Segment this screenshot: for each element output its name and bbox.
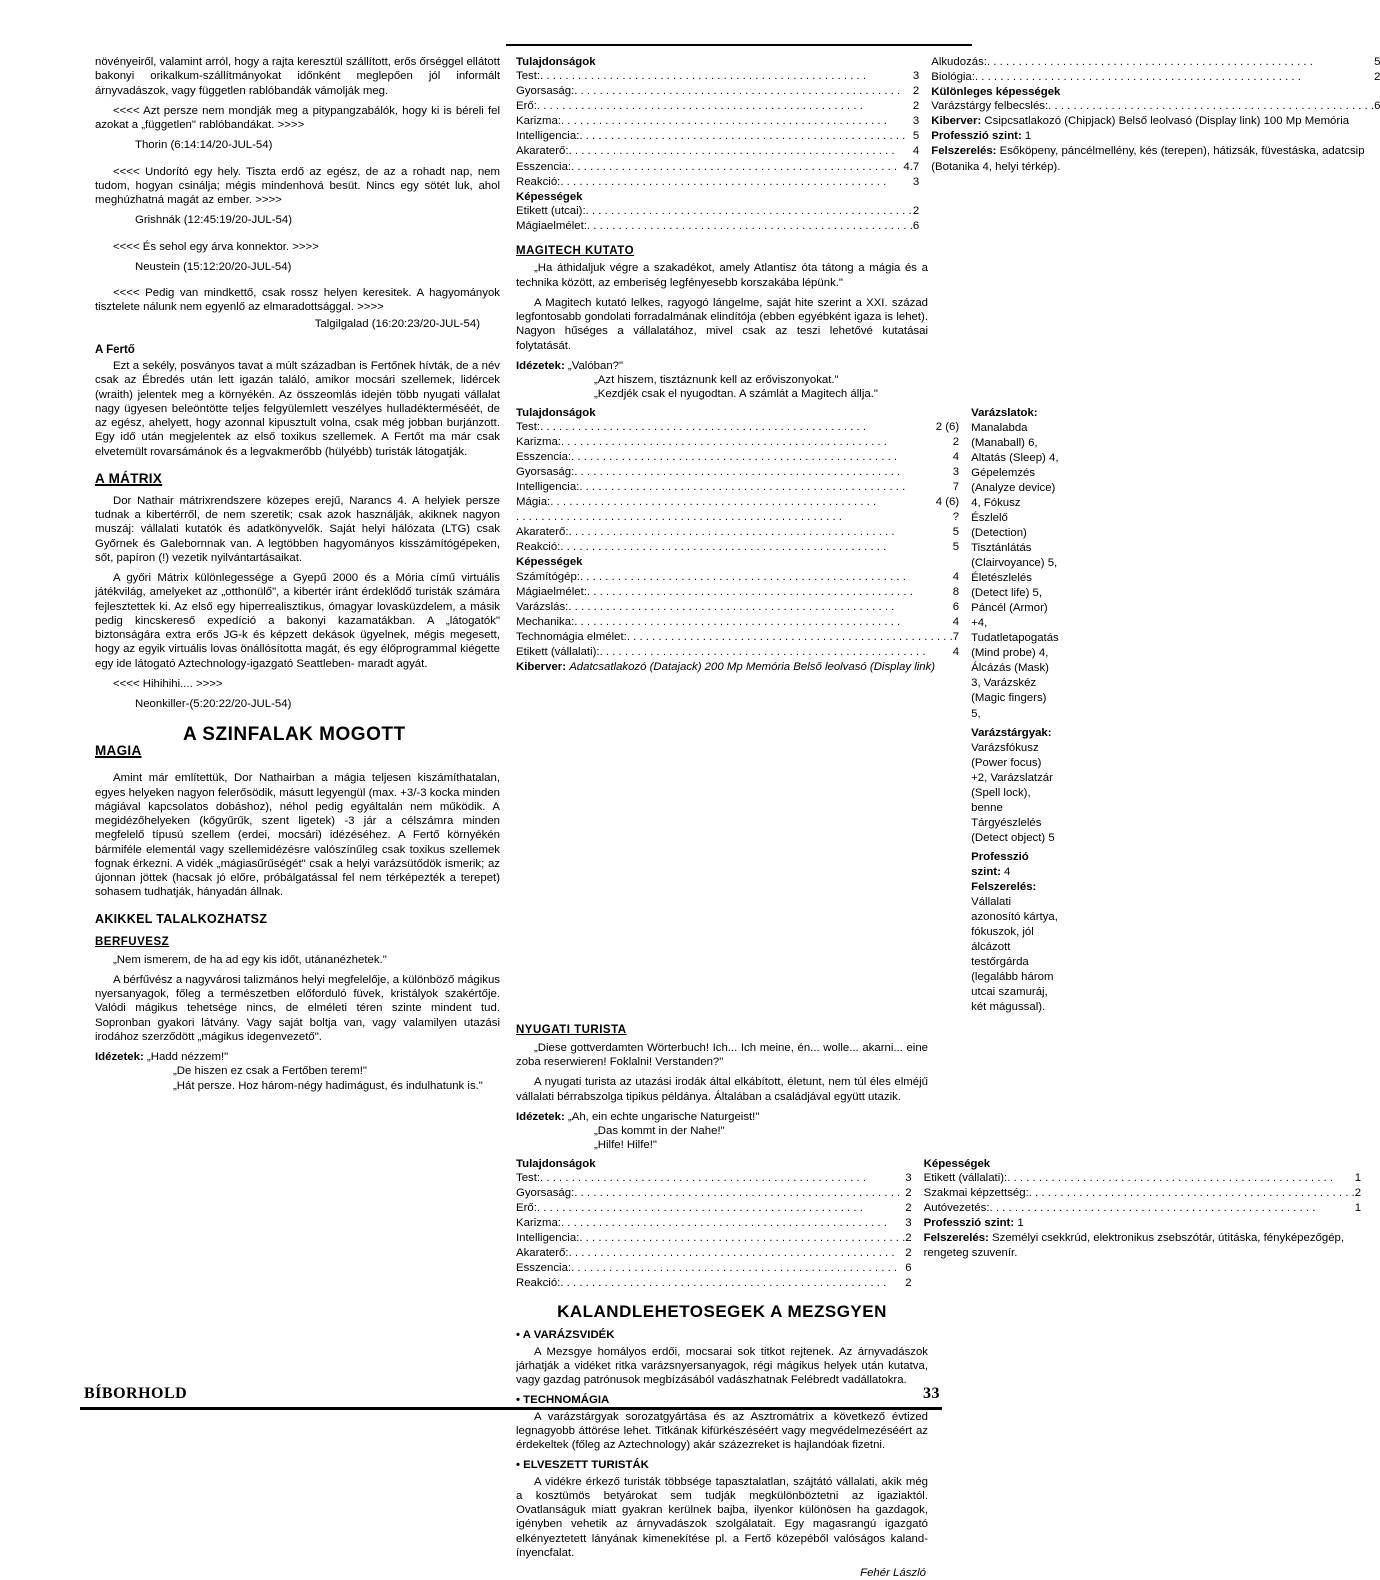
skills-list: [924, 1171, 1361, 1216]
stat-row: [516, 435, 959, 450]
stat-label: Varázslás:: [516, 600, 569, 613]
quote: „Ha áthidaljuk végre a szakadékot, amely Atlantisz óta tátong a mágia és a technika között, az emberiség legfényesebb korszakába lépünk.": [516, 262, 928, 289]
special-abilities-heading: Különleges képességek: [931, 86, 1061, 99]
stat-value: 7: [952, 481, 960, 494]
stat-value: ?: [952, 511, 960, 524]
stat-row: [516, 160, 919, 175]
forum-post: <<<< Azt persze nem mondják meg a pitypangzabálók, hogy ki is béreli fel azokat a „független" rablóbandákat. >>>>: [95, 104, 500, 131]
stat-value: 1: [1354, 1171, 1362, 1184]
attributes-heading: Tulajdonságok: [516, 56, 596, 68]
stat-row: [516, 570, 959, 585]
stat-value: 2: [905, 1186, 912, 1199]
skills-list: [516, 204, 919, 234]
stat-label: Mágiaelmélet:: [516, 585, 587, 598]
stat-label: Reakció:: [516, 541, 561, 554]
stat-label: Esszencia:: [516, 160, 572, 173]
npc-heading-magitech: MAGITECH KUTATO: [516, 244, 635, 257]
stat-row: [516, 525, 959, 540]
stat-value: 6: [905, 1262, 912, 1275]
stat-value: 5: [912, 130, 920, 143]
stat-row: [516, 144, 919, 159]
stat-label: Test:: [516, 70, 541, 83]
stat-label: Mechanika:: [516, 615, 575, 628]
title-row: [95, 723, 500, 765]
left-column: [95, 55, 500, 1093]
npc-stats-magitech: Tulajdonságok Test: . . . 2 (6) Karizma: . . . 2 Esszencia: . . . 4 Gyorsaság: . . . 3 Intelligencia: . . . 7 Mágia: . . . 4 (6) . . . ? Akaraterő: . . . 5 Reakció: . . . 5 Képességek Számítógép: . . . 4 Mágiaelmélet: . . . 8 Varázslás: . . . 6 Mechanika: . . . 4 Technomágia elmélet: . . . 7 Etikett (vállalati): . . . 4 Kiberver: Adatcsatlakozó (Datajack) 200 Mp Memória Belső leolvasó (Display link) Varázslatok: Manalabda (Manaball) 6, Altatás (Sleep) 4, Gépelemzés (Analyze device) 4, Fókusz Észlelő (Detection) Tisztánlátás (Clairvoyance) 5, Életészlelés (Detect life) 5, Páncél (Armor) +4, Tudatletapogatás (Mind probe) 4, Álcázás (Mask) 3, Varázskéz (Magic fingers) 5, Varázstárgyak: Varázsfókusz (Power focus) +2, Varázslatzár (Spell lock), benne Tárgyészlelés (Detect object) 5 Professzió szint: 4 Felszerelés: Vállalati azonosító kártya, fókuszok, jól álcázott testőrgárda (legalább három utcai szamuráj, két mágussal).: [516, 406, 928, 1016]
stat-row: [516, 450, 959, 465]
stat-value: 3: [905, 1171, 912, 1184]
paragraph: Ezt a sekély, posványos tavat a múlt században is Fertőnek hívták, de a név csak az Ébredés után lett igazán találó, amikor mocsári szellemek, lidércek (wraith) jelentek meg a környékén. Az összeomlás idején több nyugati vállalat nagy ügyesen beleöntötte teljes felgyülemlett veszélyes hulladékterméséét, de az egész, ahelyett, hogy azonnal kipusztult volna, csak még jobban burjánzott. Egy idő után megjelentek az első toxikus szellemek. A Fertőt ma már csak elvetemült rovarsámánok és a legvakmerőbb (hülyébb) turisták látogatják.: [95, 360, 500, 458]
quote: „Nem ismerem, de ha ad egy kis időt, utánanézhetek.": [113, 953, 387, 966]
stat-value: 6: [952, 600, 960, 613]
stat-row: [516, 219, 919, 234]
npc-stats-turista: Tulajdonságok Test: . . . 3 Gyorsaság: . . . 2 Erő: . . . 2 Karizma: . . . 3 Intelligencia: . . . 2 Akaraterő: . . . 2 Esszencia: . . . 6 Reakció: . . . 2 Képességek Etikett (vállalati): . . . 1 Szakmai képzettség: . . . 2 Autóvezetés: . . . 1 Professzió szint: 1 Felszerelés: Személyi csekkrúd, elektronikus zsebszótár, útitáska, fényképezőgép, rengeteg szuvenír.: [516, 1157, 928, 1292]
profession-level: Professzió szint: 4: [971, 850, 1029, 878]
stat-value: 2: [905, 1277, 912, 1290]
stat-value: 4: [952, 615, 960, 628]
post-signature: Neonkiller-(5:20:22/20-JUL-54): [135, 698, 292, 710]
cyberware: Kiberver: Adatcsatlakozó (Datajack) 200 Mp Memória Belső leolvasó (Display link): [516, 660, 936, 673]
stat-label: Karizma:: [516, 1216, 561, 1229]
attributes-list: [516, 420, 959, 555]
stat-label: Reakció:: [516, 1277, 561, 1290]
stat-value: 4: [952, 645, 960, 658]
main-title: A SZINFALAK MOGOTT: [183, 724, 406, 746]
quotes-block: [95, 1050, 500, 1093]
stat-row: [516, 1261, 912, 1276]
stat-label: Alkudozás:: [931, 56, 987, 68]
stat-label: Karizma:: [516, 435, 561, 448]
stat-row: [516, 1231, 912, 1246]
stat-label: Esszencia:: [516, 450, 572, 463]
paragraph: növényeiről, valamint arról, hogy a rajta keresztül szállított, erős őrséggel ellátott bakonyi orikalkum-szállítmányokat időnként meglepően jól informált árnyvadászok, vagy független rablóbandák vámolják meg.: [95, 56, 500, 97]
paragraph: Dor Nathair mátrixrendszere közepes erejű, Narancs 4. A helyiek persze tudnak a kibertérről, de nem szeretik; csak azok használják, akiknek nagyon muszáj: vállalati kutatók és adatkönyvelők. Saját helyi hálózata (LTG) csak Győrnek és Galebornnak van. A legtöbben hagyományos kisszámítógépeken, sőt, papíron (!) vezetik nyilvántartásaikat.: [95, 494, 500, 564]
stat-label: Erő:: [516, 100, 537, 113]
stat-row: [516, 510, 959, 525]
forum-post: <<<< Hihihihi.... >>>>: [113, 677, 223, 690]
stat-row: [516, 114, 919, 129]
adventure-heading: • ELVESZETT TURISTÁK: [516, 1458, 928, 1472]
stat-row: [516, 645, 959, 660]
stat-row: [516, 1201, 912, 1216]
stat-row: [516, 1216, 912, 1231]
stat-label: Test:: [516, 1171, 541, 1184]
stat-row: [516, 495, 959, 510]
bottom-rule: [80, 1407, 942, 1410]
section-heading-encounters: AKIKKEL TALALKOZHATSZ: [95, 911, 268, 926]
stat-label: Karizma:: [516, 115, 561, 128]
stat-label: Etikett (vállalati):: [923, 1171, 1008, 1184]
stat-row: [516, 129, 919, 144]
stat-row: [516, 69, 919, 84]
forum-post: <<<< És sehol egy árva konnektor. >>>>: [113, 240, 319, 253]
profession-level: Professzió szint: 1: [923, 1216, 1024, 1229]
stat-label: Erő:: [516, 1201, 537, 1214]
stat-value: 3: [952, 465, 960, 478]
page-number: 33: [923, 1385, 940, 1402]
post-signature: Thorin (6:14:14/20-JUL-54): [135, 139, 273, 152]
stat-label: Szakmai képzettség:: [923, 1186, 1029, 1199]
npc-heading-nyugati-turista: NYUGATI TURISTA: [516, 1024, 627, 1037]
section-heading-adventures: KALANDLEHETOSEGEK A MEZSGYEN: [557, 1302, 887, 1322]
stat-value: 4 (6): [935, 496, 960, 509]
stat-value: 3: [912, 175, 920, 188]
stat-row: [924, 1171, 1361, 1186]
paragraph: A bérfűvész a nagyvárosi talizmános helyi megfelelője, a különböző mágikus nyersanyagok, főleg a természetben előforduló füvek, kristályok szakértője. Valódi mágikus tehetsége nincs, de elméleti téren szinte mindent tud. Sopronban gyakori látvány. Vagy saját boltja van, vagy valamilyen utazási irodához szerződött „mágikus idegenvezető".: [95, 973, 500, 1043]
post-signature: Talgilgalad (16:20:23/20-JUL-54): [314, 317, 480, 330]
section-heading-matrix: A MÁTRIX: [95, 470, 163, 486]
stat-value: 2 (6): [935, 420, 960, 433]
stat-value: 3: [905, 1216, 912, 1229]
stat-value: 3: [912, 115, 920, 128]
post-signature: Grishnák (12:45:19/20-JUL-54): [135, 214, 293, 227]
stat-label: Esszencia:: [516, 1262, 572, 1275]
stat-row: [516, 465, 959, 480]
stat-row: [516, 600, 959, 615]
stat-row: [924, 1201, 1361, 1216]
stat-row: [516, 585, 959, 600]
section-heading-ferto: A Fertő: [95, 343, 135, 356]
stat-value: 3: [912, 70, 920, 83]
stat-label: Mágiaelmélet:: [516, 219, 587, 232]
stat-value: 5: [952, 526, 960, 539]
npc-stats-berfuvesz: [516, 55, 1380, 234]
stat-label: Gyorsaság:: [516, 1186, 575, 1199]
stat-value: 2: [1354, 1186, 1362, 1199]
stat-value: 6: [1374, 100, 1380, 113]
magic-items: Varázstárgyak: Varázsfókusz (Power focus) +2, Varázslatzár (Spell lock), benne Tárgyészlelés (Detect object) 5: [971, 726, 1055, 844]
stat-label: Gyorsaság:: [516, 85, 575, 98]
stat-value: 2: [952, 435, 960, 448]
stat-row: [516, 615, 959, 630]
stat-value: 2: [912, 100, 920, 113]
stat-label: Etikett (utcai):: [516, 204, 586, 217]
post-signature: Neustein (15:12:20/20-JUL-54): [135, 260, 292, 273]
equipment: Felszerelés: Esőköpeny, páncélmellény, kés (terepen), hátizsák, füvestáska, adatcsip (Botanika 4, helyi térkép).: [931, 145, 1365, 173]
top-rule: [506, 44, 972, 46]
spells: Varázslatok: Manalabda (Manaball) 6, Altatás (Sleep) 4, Gépelemzés (Analyze device) 4, Fókusz Észlelő (Detection) Tisztánlátás (Clairvoyance) 5, Életészlelés (Detect life) 5, Páncél (Armor) +4, Tudatletapogatás (Mind probe) 4, Álcázás (Mask) 3, Varázskéz (Magic fingers) 5,: [971, 406, 1059, 720]
stat-row: [516, 99, 919, 114]
stat-value: 1: [1354, 1201, 1362, 1214]
attributes-list: [516, 69, 919, 189]
stat-value: 4: [952, 450, 960, 463]
stat-label: Intelligencia:: [516, 130, 580, 143]
stat-row: [516, 204, 919, 219]
quote-line: „Hát persze. Hoz három-négy hadimágust, és indulhatunk is.": [173, 1079, 483, 1092]
stat-row: [516, 420, 959, 435]
section-heading-magia: MAGIA: [95, 743, 142, 759]
author-credit: Fehér László: [860, 1567, 926, 1580]
stat-value: 2: [1374, 71, 1380, 84]
stat-value: 6: [912, 219, 920, 232]
stat-label: Számítógép:: [516, 570, 580, 583]
stat-row: [516, 630, 959, 645]
stat-label: Reakció:: [516, 175, 561, 188]
stat-value: 2: [905, 1247, 912, 1260]
stat-value: 2: [905, 1232, 912, 1245]
profession-level: Professzió szint: 1: [931, 130, 1032, 143]
stat-label: Mágia:: [516, 496, 551, 509]
stat-label: Test:: [516, 420, 541, 433]
stat-row: [516, 480, 959, 495]
paragraph: A nyugati turista az utazási irodák által elkábított, életunt, nem túl éles elméjű vállalati bérrabszolga tipikus példánya. Általában a családjával együtt utazik.: [516, 1076, 928, 1103]
paragraph: A vidékre érkező turisták többsége tapasztalatlan, szájtátó vállalati, akik még a kosztümös betyárokat sem tudják megkülönböztetni az igaziaktól. Ovatlanságuk miatt gyakran kerülnek bajba, ilyenkor különösen ha gazdagok, igényben vehetik az árnyvadászok szolgálatait. Egy magasrangú igazgató elkényeztetett lányának kimenekítése pl. a Fertő közepéből valóságos kaland-ínyencfalat.: [516, 1475, 928, 1559]
stat-label: Intelligencia:: [516, 1232, 580, 1245]
quotes-block: Idézetek: „Valóban?" „Azt hiszem, tisztáznunk kell az erőviszonyokat." „Kezdjék csak el nyugodtan. A számlát a Magitech állja.": [516, 359, 878, 401]
stat-label: Akaraterő:: [516, 1247, 569, 1260]
quotes-label: Idézetek:: [95, 1051, 144, 1063]
paragraph: A Mezsgye homályos erdői, mocsarai sok titkot rejtenek. Az árnyvadászok járhatják a vidéket ritka varázsnyersanyagok, régi mágikus helyek után kutatva, vagy gazdag patrónusok megbízásából vadászhatnak Felébredt vadállatokra.: [516, 1345, 928, 1387]
quote-line: „Hadd nézzem!": [146, 1051, 229, 1063]
stat-label: Gyorsaság:: [516, 465, 575, 478]
stat-row: [516, 1246, 912, 1261]
stat-value: 4: [952, 570, 960, 583]
stat-value: 8: [952, 585, 960, 598]
stat-row: [516, 84, 919, 99]
stat-label: Technomágia elmélet:: [516, 630, 627, 643]
paragraph: A varázstárgyak sorozatgyártása és az Asztromátrix a következő évtized legnagyobb áttörése lehet. Titkának kifürkészéséért vagy megvédelmezéséért az érdekeltek (főleg az Aztechnology) akár százezreket is hajlandóak fizetni.: [516, 1410, 928, 1452]
stat-row: [924, 1186, 1361, 1201]
stat-value: 4.7: [903, 160, 920, 173]
stat-label: Akaraterő:: [516, 526, 569, 539]
skills-list: [931, 99, 1380, 114]
stat-row: [516, 1186, 912, 1201]
stat-value: 5: [1374, 56, 1380, 68]
quote-line: „De hiszen ez csak a Fertőben terem!": [173, 1065, 367, 1078]
skills-list: [931, 55, 1380, 85]
stat-row: [516, 540, 959, 555]
stat-row: [516, 175, 919, 190]
stat-value: 4: [912, 145, 920, 158]
paragraph: Amint már említettük, Dor Nathairban a mágia teljesen kiszámíthatalan, egyes helyeken nagyon felerősödik, másutt legyengül (max. +3/-3 kocka minden mágiával kapcsolatos dobáshoz), néhol pedig egyáltalán nem működik. A megidézőhelyeken (kőgyűrűk, szent ligetek) -3 jár a célszámra minden megfelelő típusú szellem (erdei, mocsári) idézéséhez. A Fertő környékén bármiféle elementál vagy szellemidézésre valószínűleg csak toxikus szellemek fognak érkezni. A vidék „mágiasűrűségét" csak a helyi varázsütődök ismerik; az újonnan jöttek (hacsak jó előre, próbálgatással fel nem térképezték a terepet) sohasem tudhatják, hányadán állnak.: [95, 772, 500, 899]
adventure-heading: • A VARÁZSVIDÉK: [516, 1328, 928, 1342]
stat-label: Etikett (vállalati):: [516, 645, 600, 658]
stat-value: 7: [952, 630, 960, 643]
equipment: Felszerelés: Vállalati azonosító kártya, fókuszok, jól álcázott testőrgárda (legalább három utcai szamuráj, két mágussal).: [971, 881, 1058, 1014]
stat-label: Akaraterő:: [516, 145, 569, 158]
stat-row: [931, 70, 1380, 85]
forum-post: <<<< Pedig van mindkettő, csak rossz helyen keresitek. A hagyományok tisztelete nálunk nem egyenlő az elmaradottsággal. >>>>: [95, 287, 500, 314]
paragraph: A győri Mátrix különlegessége a Gyepű 2000 és a Mória című virtuális játékvilág, amelyeket az „otthonülő", a kibertér iránt érdeklődő turisták számára fejlesztettek ki. Az első egy hiperrealisztikus, ómagyar lovasküzdelem, a másik pedig kincskereső expedíció a bakonyi kazamatákban. A „látogatók" biztonságára extra erős JG-k és képzett dekások ügyelnek, mégis megesett, hogy az egyik virtuális lovas önállósította magát, és egy élőprogrammal kiégette egy ide látogató Aztechnology-igazgató Seattleben- maradt agyát.: [95, 572, 500, 670]
stat-label: Intelligencia:: [516, 481, 580, 494]
cyberware: Kiberver: Csipcsatlakozó (Chipjack) Belső leolvasó (Display link) 100 Mp Memória: [931, 115, 1350, 128]
npc-heading-berfuvesz: BERFUVESZ: [95, 936, 170, 949]
skills-heading: Képességek: [516, 190, 583, 203]
adventure-heading: • TECHNOMÁGIA: [516, 1393, 928, 1407]
skills-list: [516, 570, 959, 660]
stat-row: [516, 1276, 912, 1291]
stat-value: 5: [952, 541, 960, 554]
paragraph: A Magitech kutató lelkes, ragyogó lángelme, saját hite szerint a XXI. század legfontosabb gondolati forradalmának elindítója (ebben egyébként igaza is lehet). Nagyon hűséges a vállalatához, mivel csak az teszi lehetővé kutatásai folytatását.: [516, 296, 928, 352]
stat-row: [931, 99, 1380, 114]
forum-post: <<<< Undorító egy hely. Tiszta erdő az egész, de az a rohadt nap, nem tudom, hogyan csinálja; mégis mindenhová besüt. Nincs egy sötét luk, ahol meghúzhatná magát az ember. >>>>: [95, 165, 500, 206]
stat-value: 2: [905, 1201, 912, 1214]
stat-row: [931, 55, 1380, 70]
stat-label: Biológia:: [931, 71, 975, 84]
stat-label: Varázstárgy felbecslés:: [931, 100, 1049, 113]
magazine-name: BÍBORHOLD: [84, 1385, 188, 1402]
equipment: Felszerelés: Személyi csekkrúd, elektronikus zsebszótár, útitáska, fényképezőgép, rengeteg szuvenír.: [923, 1232, 1345, 1260]
stat-value: 2: [912, 85, 920, 98]
quote: „Diese gottverdamten Wörterbuch! Ich... Ich meine, én... wolle... akarni... eine zoba reserwieren! Foklalni! Verstanden?": [516, 1041, 928, 1069]
attributes-list: [516, 1171, 912, 1291]
stat-value: 2: [912, 204, 920, 217]
stat-row: [516, 1171, 912, 1186]
quotes-block: Idézetek: „Ah, ein echte ungarische Naturgeist!" „Das kommt in der Nahe!" „Hilfe! Hilfe!": [516, 1110, 760, 1152]
stat-label: Autóvezetés:: [923, 1201, 990, 1214]
